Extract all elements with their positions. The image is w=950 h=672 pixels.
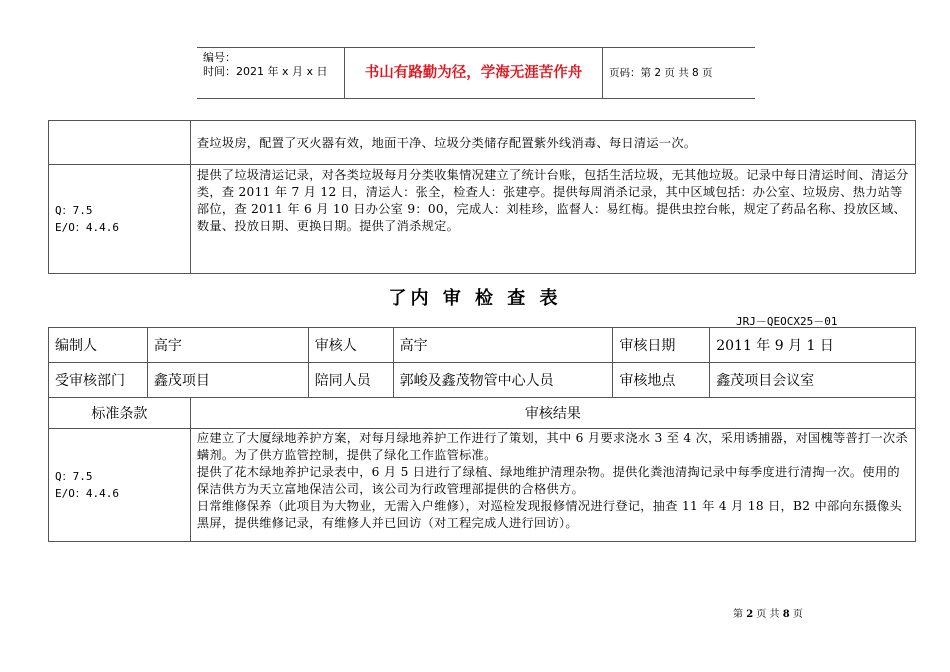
preparer-value: 高宇 — [147, 328, 308, 363]
page-title: 了内 审 检 查 表 — [388, 288, 562, 309]
preparer-label: 编制人 — [49, 328, 148, 363]
audited-dept-value: 鑫茂项目 — [147, 363, 308, 398]
column-header-result: 审核结果 — [190, 398, 915, 429]
clause-cell — [49, 165, 191, 274]
result-cell — [190, 429, 915, 542]
table-row — [49, 363, 916, 398]
escort-value: 郭峻及鑫茂物管中心人员 — [393, 363, 613, 398]
reviewer-label: 审核人 — [308, 328, 393, 363]
result-paragraph: 提供了花木绿地养护记录表中，6 月 5 日进行了绿植、绿地维护清理杂物。提供化粪池清掏记录中每季度进行清掏一次。使用的保洁供方为天立富地保洁公司，该公司为行政管理部提供的合格供方。 — [196, 465, 900, 496]
table-row — [49, 121, 916, 165]
result-paragraph: 日常维修保养（此项目为大物业，无需入户维修），对巡检发现报修情况进行登记，抽查 11 年 4 月 18 日，B2 中部向东摄像头黑屏，提供维修记录，有维修人并已回访（对工程完成人进行回访）。 — [196, 499, 902, 530]
page-header — [197, 47, 755, 99]
upper-audit-table — [48, 120, 916, 274]
reviewer-value: 高宇 — [393, 328, 613, 363]
location-label: 审核地点 — [613, 363, 710, 398]
location-value: 鑫茂项目会议室 — [710, 363, 916, 398]
table-row — [49, 429, 916, 542]
footer-prefix: 第 — [733, 609, 743, 620]
result-text: 查垃圾房，配置了灭火器有效，地面干净、垃圾分类储存配置紫外线消毒、每日清运一次。 — [196, 136, 697, 150]
column-header-row — [49, 398, 916, 429]
clause-q: Q：7.5 — [55, 204, 93, 217]
page-footer — [733, 605, 803, 620]
result-paragraph: 应建立了大厦绿地养护方案，对每月绿地养护工作进行了策划，其中 6 月要求浇水 3 至 4 次，采用诱捕器，对国槐等普打一次杀螨剂。为了供方监管控制，提供了绿化工作监管标准。 — [196, 431, 908, 462]
footer-total: 8 — [782, 609, 790, 620]
table-row — [49, 328, 916, 363]
footer-middle: 页 共 — [756, 609, 780, 620]
column-header-clause: 标准条款 — [49, 398, 191, 429]
clause-cell — [49, 429, 191, 542]
clause-eo: E/O：4.4.6 — [55, 487, 119, 500]
audited-dept-label: 受审核部门 — [49, 363, 148, 398]
header-meta — [197, 48, 344, 98]
footer-page: 2 — [746, 609, 754, 620]
clause-q: Q：7.5 — [55, 470, 93, 483]
clause-eo: E/O：4.4.6 — [55, 221, 119, 234]
time-label: 时间：2021 年 x 月 x 日 — [203, 65, 328, 78]
escort-label: 陪同人员 — [308, 363, 393, 398]
footer-suffix: 页 — [792, 609, 803, 620]
header-slogan: 书山有路勤为径，学海无涯苦作舟 — [344, 48, 603, 98]
document-number: JRJ－QEOCX25－01 — [736, 315, 838, 328]
table-row — [49, 165, 916, 274]
result-cell — [190, 121, 915, 165]
result-text: 提供了垃圾清运记录，对各类垃圾每月分类收集情况建立了统计台账，包括生活垃圾，无其他垃圾。记录中每日清运时间、清运分类，查 2011 年 7 月 12 日，清运人：张全，检查人：张建亭。提供每周消杀记录，其中区域包括：办公室、垃圾房、热力站等部位，查 2011 年 6 月 10 日办公室 9：00，完成人：刘桂珍，监督人：易红梅。提供虫控台帐，规定了药品名称、投放区域、数量、投放日期、更换日期。提供了消杀规定。 — [196, 168, 909, 233]
number-label: 编号： — [203, 51, 236, 64]
header-page-info: 页码：第 2 页 共 8 页 — [609, 67, 713, 79]
audit-date-value: 2011 年 9 月 1 日 — [710, 328, 916, 363]
audit-date-label: 审核日期 — [613, 328, 710, 363]
clause-cell — [49, 121, 191, 165]
result-cell — [190, 165, 915, 274]
audit-checklist-table — [48, 327, 916, 542]
